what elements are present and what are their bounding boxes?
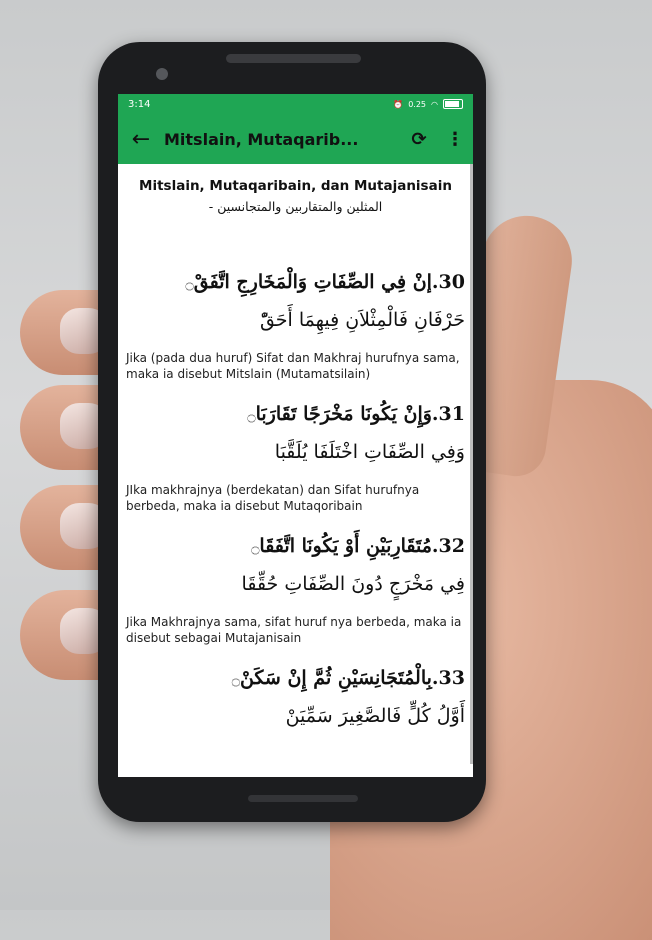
- status-icons: [393, 99, 463, 109]
- verse-block: [126, 396, 465, 470]
- verse-text: 32.مُتَقَارِبَيْنِ أَوْ يَكُونَا اتَّفَقَا: [259, 535, 465, 557]
- verse-line: فِي مَخْرَجٍ دُونَ الصِّفَاتِ حُقِّقَا: [241, 573, 465, 595]
- network-speed: 0.25: [408, 99, 427, 109]
- bottom-speaker: [248, 795, 358, 802]
- status-bar: [118, 94, 473, 114]
- verse-ornament-icon: ۝: [247, 408, 256, 424]
- verse-text: 31.وَإِنْ يَكُونَا مَخْرَجًا تَقَارَبَا: [255, 403, 465, 425]
- verse-line: [126, 660, 465, 698]
- battery-icon: [443, 99, 463, 109]
- verse-line: [126, 528, 465, 566]
- translation-text: Jika (pada dua huruf) Sifat dan Makhraj hurufnya sama, maka ia disebut Mitslain (Mutamatsilain): [126, 351, 460, 381]
- verse-block: [126, 660, 465, 734]
- alarm-icon: ⏰: [393, 99, 404, 109]
- content-subheading: المثلين والمتقاربين والمتجانسين -: [208, 199, 383, 214]
- verse-block: [126, 264, 465, 338]
- verse-ornament-icon: ۝: [251, 540, 260, 556]
- verse-block: [126, 528, 465, 602]
- translation-text: JIka makhrajnya (berdekatan) dan Sifat hurufnya berbeda, maka ia disebut Mutaqoribain: [126, 483, 420, 513]
- verse-line: [126, 264, 465, 302]
- verse-text: 30.إنْ فِي الصِّفَاتِ وَالْمَخَارِجِ اتَّفَقْ: [193, 271, 465, 293]
- phone-screen: [118, 94, 473, 777]
- back-arrow-icon[interactable]: ←: [131, 126, 151, 152]
- content-scroll[interactable]: [118, 164, 473, 777]
- verse-line: أَوَّلُ كُلٍّ فَالصَّغِيرَ سَمِّيَنْ: [285, 705, 465, 727]
- translation-text: Jika Makhrajnya sama, sifat huruf nya berbeda, maka ia disebut sebagai Mutajanisain: [126, 615, 462, 645]
- verse-ornament-icon: ۝: [185, 276, 194, 292]
- wifi-icon: ◠: [431, 99, 438, 109]
- scrollbar[interactable]: [470, 164, 473, 764]
- status-time: 3:14: [128, 98, 151, 110]
- verse-text: 33.بِالْمُتَجَانِسَيْنِ ثُمَّ إِنْ سَكَنْ: [239, 667, 465, 689]
- earpiece-speaker: [226, 54, 361, 63]
- app-bar: [118, 114, 473, 164]
- front-camera: [156, 68, 168, 80]
- verse-line: وَفِي الصِّفَاتِ اخْتَلَفَا يُلَقَّبَا: [274, 441, 465, 463]
- verse-ornament-icon: ۝: [231, 672, 240, 688]
- verse-line: حَرْفَانِ فَالْمِثْلاَنِ فِيهِمَا أَحَقّْ: [259, 309, 465, 331]
- phone-frame: [98, 42, 486, 822]
- refresh-icon[interactable]: ⟳: [411, 128, 427, 150]
- overflow-menu-icon[interactable]: ⋮: [446, 128, 464, 150]
- verse-line: [126, 396, 465, 434]
- content-heading: Mitslain, Mutaqaribain, dan Mutajanisain: [139, 178, 452, 194]
- page-title: Mitslain, Mutaqarib...: [164, 129, 359, 149]
